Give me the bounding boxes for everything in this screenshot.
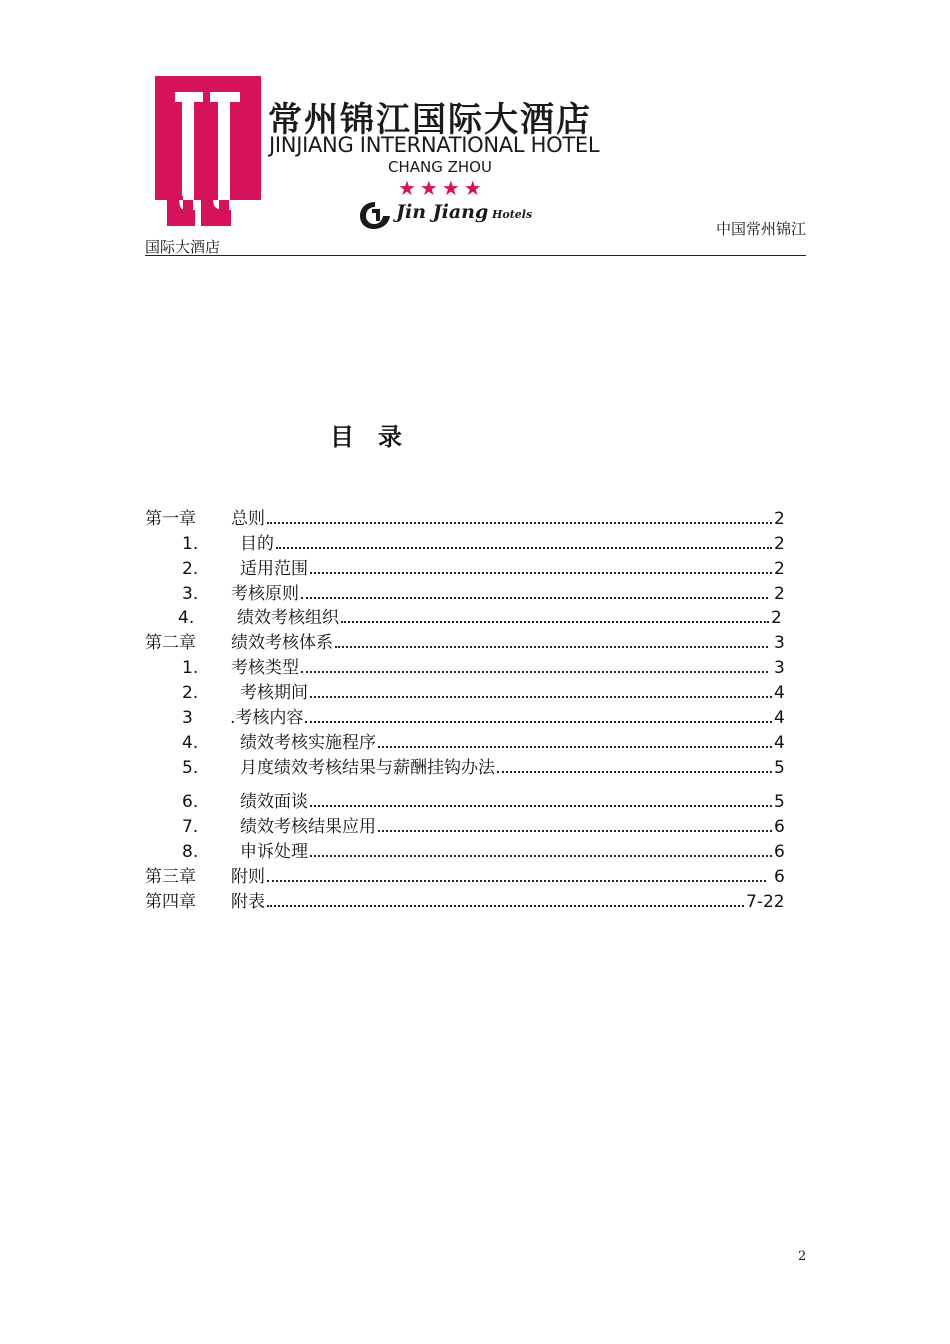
toc-section-number: 6. (182, 792, 199, 812)
toc-dot-leader (267, 905, 744, 907)
toc-dot-leader (301, 597, 768, 599)
toc-page-number: 4 (774, 733, 785, 753)
toc-entry-title: 附表 (231, 892, 265, 912)
toc-section-number: 5. (182, 758, 199, 778)
toc-chapter-label: 第四章 (145, 892, 196, 912)
toc-section-number: 1. (182, 534, 199, 554)
toc-entry[interactable] (0, 632, 950, 654)
toc-entry-title: 考核原则 (231, 584, 299, 604)
toc-page-number: 6 (774, 842, 785, 862)
toc-entry-title: 绩效考核组织 (237, 608, 339, 628)
toc-dot-leader (267, 880, 766, 882)
toc-entry-title: 考核类型 (231, 658, 299, 678)
hotel-name-english: JINJIANG INTERNATIONAL HOTEL (269, 133, 600, 157)
toc-page-number: 6 (774, 817, 785, 837)
toc-entry-title: 考核期间 (240, 683, 308, 703)
star-rating: ★★★★ (398, 176, 486, 200)
toc-page-number: 2 (774, 534, 785, 554)
toc-entry[interactable] (0, 508, 950, 530)
jinjiang-logo-icon (155, 76, 261, 228)
toc-entry[interactable] (0, 891, 950, 913)
brand-subtitle: Hotels (492, 208, 533, 221)
brand-name: Jin Jiang (396, 201, 489, 223)
toc-chapter-label: 第一章 (145, 509, 196, 529)
toc-entry[interactable] (0, 732, 950, 754)
jinjiang-brand-icon (358, 199, 392, 231)
toc-dot-leader (310, 572, 772, 574)
toc-entry-title: 绩效面谈 (240, 792, 308, 812)
toc-page-number: 5 (774, 758, 785, 778)
header-divider (145, 255, 806, 256)
toc-page-number: 2 (771, 608, 782, 628)
toc-dot-leader (267, 522, 772, 524)
toc-entry-title: 绩效考核体系 (231, 633, 333, 653)
toc-page-number: 2 (774, 509, 785, 529)
toc-dot-leader (310, 855, 772, 857)
toc-entry-title: 总则 (231, 509, 265, 529)
hotel-city: CHANG ZHOU (388, 158, 492, 176)
toc-entry-title: 目的 (240, 534, 274, 554)
toc-section-number: 7. (182, 817, 199, 837)
toc-page-number: 5 (774, 792, 785, 812)
toc-entry[interactable] (0, 682, 950, 704)
toc-dot-leader (335, 646, 768, 648)
toc-section-number: 2. (182, 559, 199, 579)
toc-title: 目录 (330, 423, 426, 451)
page-number: 2 (798, 1249, 807, 1264)
toc-dot-leader (497, 771, 772, 773)
toc-chapter-label: 第三章 (145, 867, 196, 887)
toc-dot-leader (310, 696, 772, 698)
header-left-text: 国际大酒店 (145, 238, 221, 256)
toc-entry-title: 绩效考核结果应用 (240, 817, 376, 837)
toc-entry[interactable] (0, 583, 950, 605)
toc-dot-leader (378, 746, 772, 748)
toc-dot-leader (301, 671, 768, 673)
toc-entry[interactable] (0, 757, 950, 779)
toc-page-number: 2 (774, 584, 785, 604)
toc-entry-title: 适用范围 (240, 559, 308, 579)
toc-page-number: 4 (774, 708, 785, 728)
toc-section-number: 3 (182, 708, 193, 728)
toc-section-number: 4. (182, 733, 199, 753)
toc-entry-title: .考核内容 (230, 708, 304, 728)
toc-dot-leader (276, 547, 772, 549)
toc-chapter-label: 第二章 (145, 633, 196, 653)
toc-page-number: 3 (774, 633, 785, 653)
toc-entry[interactable] (0, 866, 950, 888)
toc-page-number: 4 (774, 683, 785, 703)
toc-section-number: 2. (182, 683, 199, 703)
toc-entry[interactable] (0, 558, 950, 580)
toc-entry[interactable] (0, 533, 950, 555)
toc-page-number: 6 (774, 867, 785, 887)
toc-entry[interactable] (0, 607, 950, 629)
toc-page-number: 7-22 (746, 892, 785, 912)
header-right-text: 中国常州锦江 (715, 220, 806, 238)
toc-entry-title: 绩效考核实施程序 (240, 733, 376, 753)
toc-entry[interactable] (0, 791, 950, 813)
hotel-name-chinese: 常州锦江国际大酒店 (268, 100, 592, 140)
toc-section-number: 3. (182, 584, 199, 604)
toc-page-number: 2 (774, 559, 785, 579)
toc-entry-title: 申诉处理 (240, 842, 308, 862)
toc-entry-title: 附则 (231, 867, 265, 887)
toc-entry[interactable] (0, 657, 950, 679)
toc-section-number: 1. (182, 658, 199, 678)
toc-dot-leader (310, 805, 772, 807)
toc-dot-leader (341, 621, 769, 623)
toc-entry[interactable] (0, 816, 950, 838)
toc-entry[interactable] (0, 707, 950, 729)
toc-section-number: 4. (178, 608, 195, 628)
toc-page-number: 3 (774, 658, 785, 678)
toc-dot-leader (378, 830, 772, 832)
toc-entry[interactable] (0, 841, 950, 863)
toc-dot-leader (305, 721, 772, 723)
toc-entry-title: 月度绩效考核结果与薪酬挂钩办法 (240, 758, 495, 778)
toc-section-number: 8. (182, 842, 199, 862)
